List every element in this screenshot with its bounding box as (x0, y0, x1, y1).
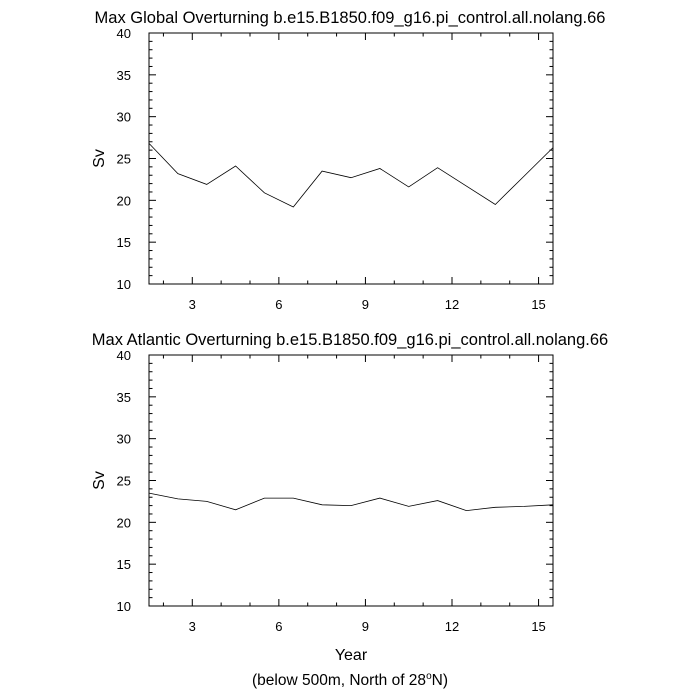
global-chart-title: Max Global Overturning b.e15.B1850.f09_g16.pi_control.all.nolang.66 (94, 9, 606, 27)
global-xtick-label: 12 (444, 297, 460, 312)
atlantic-xtick-label: 3 (188, 619, 196, 634)
global-xtick-label: 9 (361, 297, 370, 312)
global-ytick-label: 40 (116, 26, 131, 41)
global-plot-frame (149, 33, 553, 284)
global-ytick-label: 15 (116, 235, 131, 251)
global-xtick-label: 3 (188, 297, 196, 312)
atlantic-series-line (149, 493, 553, 511)
global-xtick-label: 15 (531, 297, 546, 312)
global-y-axis-label: Sv (91, 149, 108, 168)
atlantic-ytick-label: 35 (116, 389, 131, 405)
atlantic-y-axis-label: Sv (91, 471, 108, 490)
atlantic-ytick-label: 15 (116, 557, 131, 573)
global-overturning-chart (91, 9, 605, 312)
atlantic-ytick-label: 30 (116, 431, 131, 447)
atlantic-xtick-label: 15 (531, 619, 546, 634)
atlantic-chart-title: Max Atlantic Overturning b.e15.B1850.f09_g16.pi_control.all.nolang.66 (91, 331, 609, 349)
atlantic-ytick-label: 25 (116, 473, 131, 489)
atlantic-overturning-chart (91, 331, 608, 664)
global-ytick-label: 10 (116, 277, 131, 292)
global-ytick-label: 25 (116, 151, 131, 167)
atlantic-ytick-label: 40 (116, 348, 131, 363)
footnote-end: N) (431, 672, 448, 689)
atlantic-ytick-label: 20 (116, 515, 131, 531)
atlantic-ytick-label: 10 (116, 599, 131, 614)
footnote (252, 671, 448, 689)
atlantic-plot-frame (149, 355, 553, 606)
global-xtick-label: 6 (275, 297, 283, 312)
atlantic-x-axis-label: Year (334, 647, 368, 664)
atlantic-xtick-label: 12 (444, 619, 460, 634)
atlantic-xtick-label: 6 (275, 619, 283, 634)
global-ytick-label: 30 (116, 109, 131, 125)
footnote-text: (below 500m, North of 28 (252, 672, 427, 689)
global-ytick-label: 20 (116, 193, 131, 209)
global-ytick-label: 35 (116, 67, 131, 83)
footnote-degree: o (426, 671, 432, 682)
global-series-line (149, 143, 553, 207)
atlantic-xtick-label: 9 (361, 619, 370, 634)
